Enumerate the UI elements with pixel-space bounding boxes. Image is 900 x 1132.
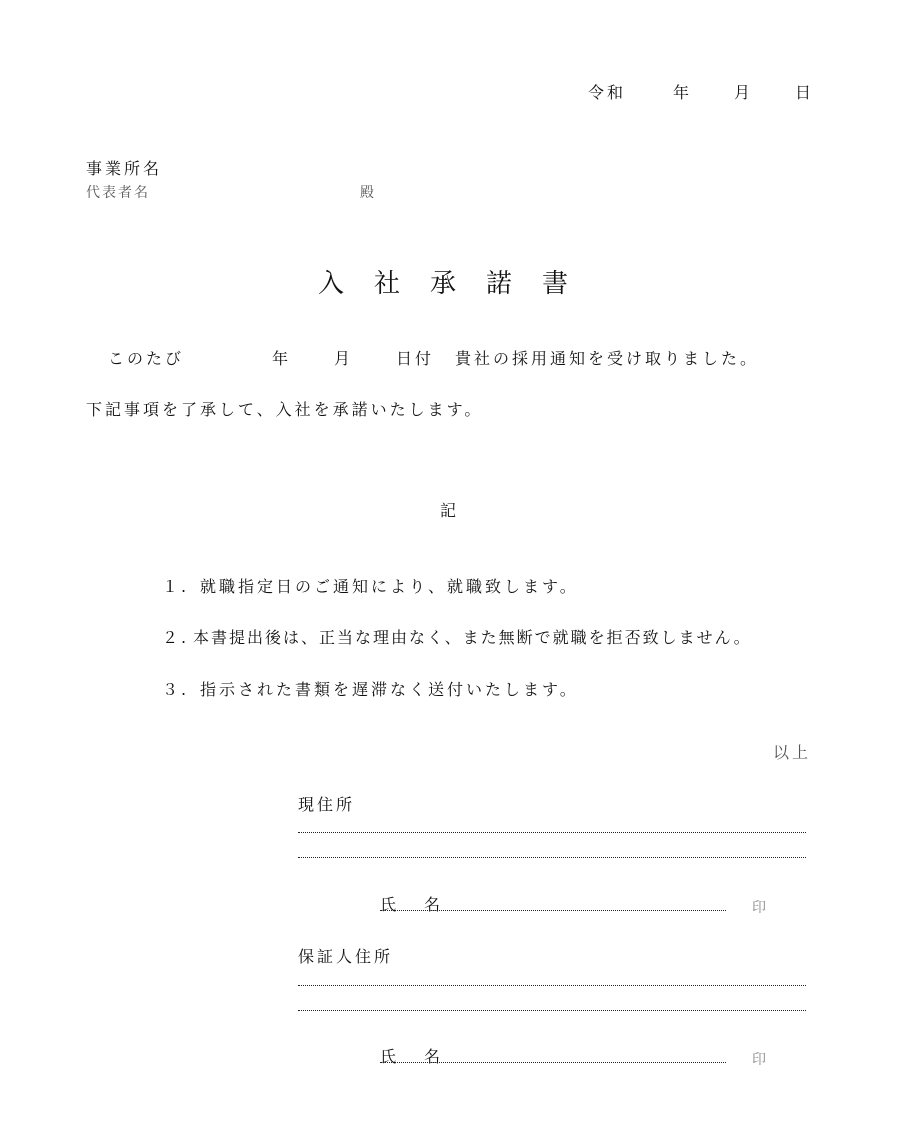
- guarantor-name-label: 氏 名: [380, 1047, 447, 1066]
- signatory-name-line[interactable]: [380, 910, 726, 911]
- intro-day-dated: 日付: [396, 349, 435, 368]
- intro-year: 年: [272, 349, 292, 368]
- item-2-number: ２.: [162, 628, 190, 647]
- ijo-label: 以上: [773, 743, 812, 762]
- guarantor-seal: 印: [752, 1052, 768, 1068]
- acceptance-statement: 下記事項を了承して、入社を承諾いたします。: [86, 400, 484, 419]
- guarantor-address-line-2[interactable]: [298, 1010, 806, 1011]
- document-title: 入社承諾書: [318, 269, 599, 299]
- signatory-seal: 印: [752, 900, 768, 916]
- signatory-address-line-2[interactable]: [298, 857, 806, 858]
- intro-text: このたび: [108, 349, 185, 368]
- intro-received: 貴社の採用通知を受け取りました。: [455, 349, 760, 368]
- item-3-number: ３.: [162, 680, 190, 699]
- honorific: 殿: [360, 185, 376, 201]
- date-month: 月: [734, 83, 754, 102]
- signatory-address-line-1[interactable]: [298, 832, 806, 833]
- date-day: 日: [795, 83, 815, 102]
- representative-label: 代表者名: [86, 185, 150, 201]
- guarantor-name-line[interactable]: [380, 1062, 726, 1063]
- ki-label: 記: [440, 501, 460, 520]
- item-3-text: 指示された書類を遅滞なく送付いたします。: [200, 680, 579, 699]
- signatory-name-label: 氏 名: [380, 895, 447, 914]
- guarantor-address-line-1[interactable]: [298, 985, 806, 986]
- signatory-address-label: 現住所: [298, 795, 356, 814]
- date-year: 年: [673, 83, 693, 102]
- item-1-text: 就職指定日のご通知により、就職致します。: [200, 577, 579, 596]
- company-label: 事業所名: [86, 159, 163, 178]
- guarantor-address-label: 保証人住所: [298, 947, 394, 966]
- date-era: 令和: [588, 83, 627, 102]
- item-1-number: １.: [162, 577, 190, 596]
- intro-month: 月: [334, 349, 354, 368]
- item-2-text: 本書提出後は、正当な理由なく、また無断で就職を拒否致しません。: [193, 628, 752, 647]
